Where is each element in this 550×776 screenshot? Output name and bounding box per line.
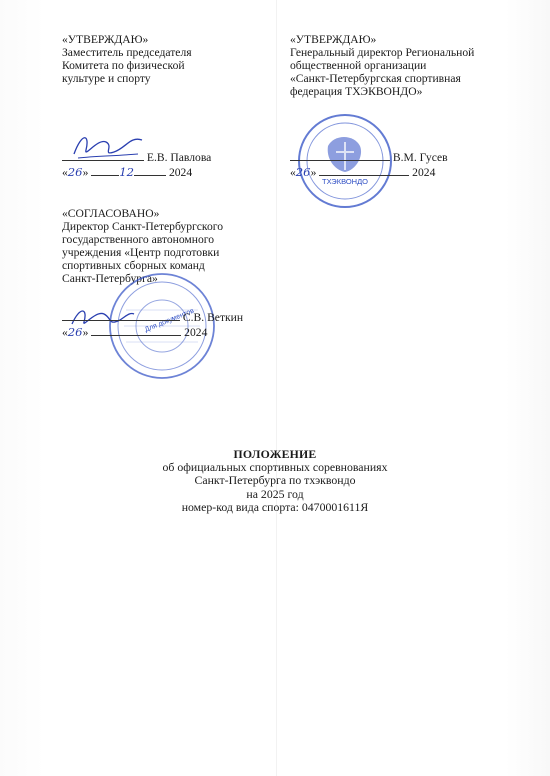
left-date-year: 2024 xyxy=(168,166,193,179)
agreed-date-row: «26» 2024 xyxy=(62,325,208,339)
right-date-row: «26» 2024 xyxy=(290,165,436,179)
agreed-line-3: учреждения «Центр подготовки xyxy=(62,246,220,259)
document-subtitle-4: номер-код вида спорта: 0470001611Я xyxy=(181,499,369,514)
federation-seal-text: ТХЭКВОНДО xyxy=(321,177,369,186)
right-approval-line-3: «Санкт-Петербургская спортивная xyxy=(290,72,461,85)
right-approval-line-4: федерация ТХЭКВОНДО» xyxy=(290,85,423,98)
document-subtitle-3: на 2025 год xyxy=(246,486,304,501)
left-approval-block xyxy=(62,33,192,85)
right-approval-block xyxy=(290,33,474,98)
left-approval-line-1: Заместитель председателя xyxy=(62,46,192,59)
left-approval-header: «УТВЕРЖДАЮ» xyxy=(62,33,149,46)
right-signature-row xyxy=(290,151,448,164)
agreed-line-4: спортивных сборных команд xyxy=(62,259,205,272)
right-approval-header: «УТВЕРЖДАЮ» xyxy=(290,33,377,46)
left-signatory: Е.В. Павлова xyxy=(146,151,212,164)
agreed-line-2: государственного автономного xyxy=(62,233,215,246)
agreed-header: «СОГЛАСОВАНО» xyxy=(62,207,160,220)
agreed-line-5: Санкт-Петербурга» xyxy=(62,272,158,285)
document-subtitle-2: Санкт-Петербурга по тхэквондо xyxy=(194,473,356,488)
document-title-block xyxy=(0,448,550,514)
agreed-signatory: С.В. Веткин xyxy=(182,311,244,324)
left-signature-row xyxy=(62,151,211,164)
right-signatory: В.М. Гусев xyxy=(392,151,448,164)
left-approval-line-2: Комитета по физической xyxy=(62,59,185,72)
agreed-date-year: 2024 xyxy=(184,326,208,339)
right-approval-line-1: Генеральный директор Региональной xyxy=(290,46,475,59)
agreed-line-1: Директор Санкт-Петербургского xyxy=(62,220,224,233)
right-date-day: 26 xyxy=(295,165,311,179)
document-heading: ПОЛОЖЕНИЕ xyxy=(233,447,317,461)
right-approval-line-2: общественной организации xyxy=(290,59,427,72)
left-approval-line-3: культуре и спорту xyxy=(62,72,151,85)
page-fold xyxy=(276,0,277,776)
right-date-year: 2024 xyxy=(412,166,436,179)
left-date-month: 12 xyxy=(119,165,135,179)
document-subtitle-1: об официальных спортивных соревнованиях xyxy=(162,460,388,475)
left-date-row: «26» 12 2024 xyxy=(62,165,193,179)
center-seal-text: Для документов xyxy=(143,307,196,334)
agreed-signature-row xyxy=(62,311,243,324)
agreed-date-day: 26 xyxy=(67,325,83,339)
left-date-day: 26 xyxy=(67,165,83,179)
